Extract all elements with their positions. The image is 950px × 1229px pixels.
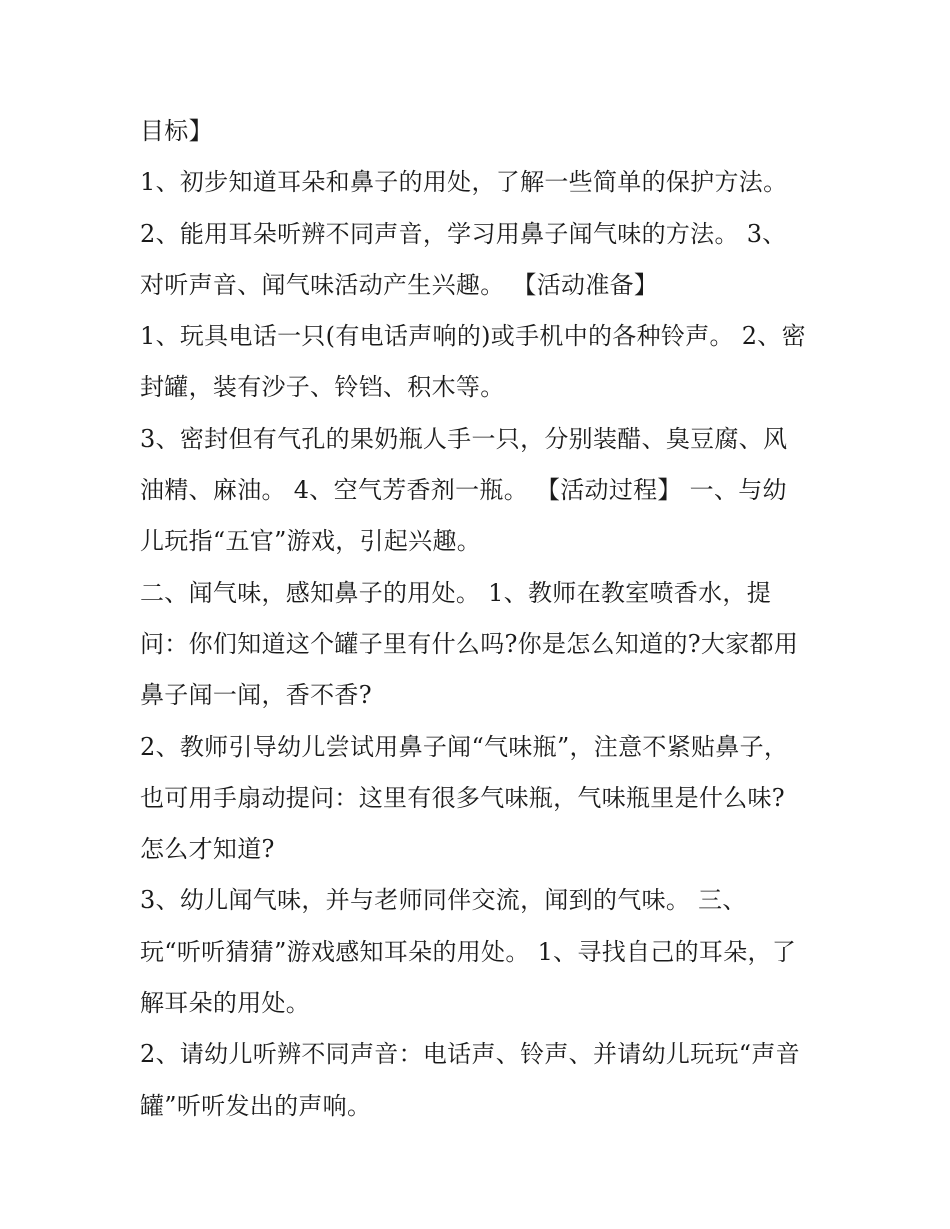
text-line: 也可用手扇动提问：这里有很多气味瓶，气味瓶里是什么味? <box>140 783 785 812</box>
text-line: 油精、麻油。 4、空气芳香剂一瓶。 【活动过程】 一、与幼 <box>140 476 787 505</box>
text-line: 2、能用耳朵听辨不同声音，学习用鼻子闻气味的方法。 3、 <box>140 219 787 248</box>
text-line: 目标】 <box>140 117 213 145</box>
document-body <box>140 106 820 1132</box>
text-line: 3、密封但有气孔的果奶瓶人手一只，分别装醋、臭豆腐、风 <box>140 424 788 453</box>
text-line: 3、幼儿闻气味，并与老师同伴交流，闻到的气味。 三、 <box>140 886 747 915</box>
text-line: 罐”听听发出的声响。 <box>140 1091 372 1120</box>
text-line: 玩“听听猜猜”游戏感知耳朵的用处。 1、寻找自己的耳朵，了 <box>140 937 797 966</box>
text-line: 对听声音、闻气味活动产生兴趣。 【活动准备】 <box>140 270 659 299</box>
text-line: 问：你们知道这个罐子里有什么吗?你是怎么知道的?大家都用 <box>140 629 799 658</box>
text-line: 封罐，装有沙子、铃铛、积木等。 <box>140 373 505 402</box>
text-line: 二、闻气味，感知鼻子的用处。 1、教师在教室喷香水，提 <box>140 578 771 607</box>
text-line: 鼻子闻一闻，香不香? <box>140 681 372 710</box>
text-line: 1、初步知道耳朵和鼻子的用处，了解一些简单的保护方法。 <box>140 168 788 197</box>
text-line: 2、请幼儿听辨不同声音：电话声、铃声、并请幼儿玩玩“声音 <box>140 1040 800 1069</box>
text-line: 2、教师引导幼儿尝试用鼻子闻“气味瓶”，注意不紧贴鼻子， <box>140 732 789 761</box>
text-line: 怎么才知道? <box>140 835 275 864</box>
text-line: 儿玩指“五官”游戏，引起兴趣。 <box>140 527 482 556</box>
text-line: 1、玩具电话一只(有电话声响的)或手机中的各种铃声。 2、密 <box>140 322 806 351</box>
text-line: 解耳朵的用处。 <box>140 989 311 1018</box>
